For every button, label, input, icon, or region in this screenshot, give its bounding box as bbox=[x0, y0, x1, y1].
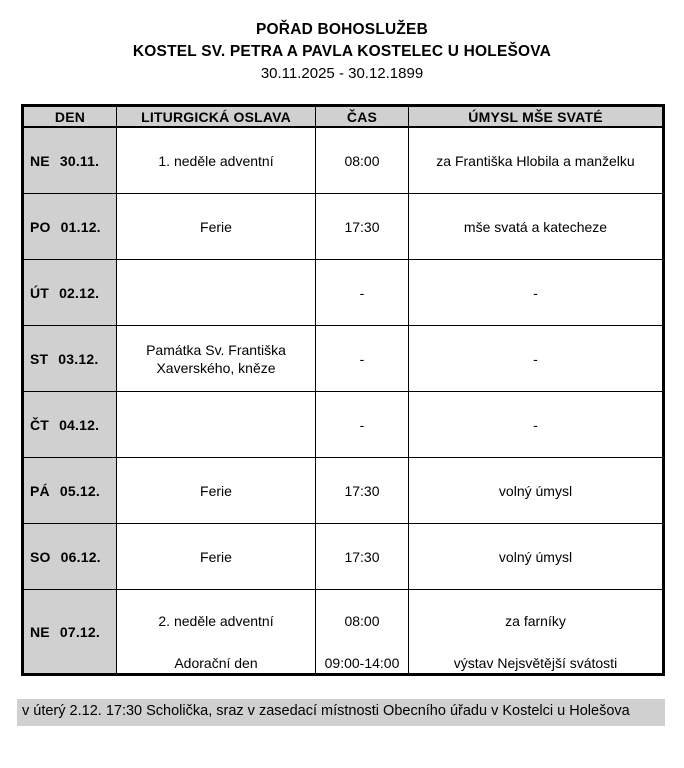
celebration-cell bbox=[116, 260, 315, 325]
day-date: 07.12. bbox=[59, 623, 100, 640]
celebration-cell bbox=[116, 590, 315, 673]
footer-note: v úterý 2.12. 17:30 Scholička, sraz v zasedací místnosti Obecního úřadu v Kostelci u Holešova bbox=[17, 699, 665, 726]
day-cell bbox=[24, 260, 116, 325]
celebration-cell: 1. neděle adventní bbox=[116, 128, 315, 193]
day-abbr: ČT bbox=[30, 416, 50, 433]
schedule-table bbox=[21, 104, 665, 676]
day-cell bbox=[24, 458, 116, 523]
time-cell: 08:00 bbox=[315, 128, 408, 193]
celebration-line-1: 2. neděle adventní bbox=[158, 613, 274, 629]
celebration-cell: Ferie bbox=[116, 194, 315, 259]
table-row bbox=[24, 127, 662, 193]
time-line-1: 08:00 bbox=[344, 613, 380, 629]
day-abbr: SO bbox=[30, 548, 51, 565]
day-cell bbox=[24, 194, 116, 259]
table-row bbox=[24, 325, 662, 391]
day-abbr: NE bbox=[30, 623, 50, 640]
intention-line-1: za farníky bbox=[505, 613, 566, 629]
intention-line-2: výstav Nejsvětější svátosti bbox=[453, 655, 618, 671]
table-row bbox=[24, 259, 662, 325]
day-date: 30.11. bbox=[59, 152, 100, 169]
day-abbr: PO bbox=[30, 218, 51, 235]
table-row bbox=[24, 523, 662, 589]
header-time: ČAS bbox=[315, 107, 408, 126]
time-line-2: 09:00-14:00 bbox=[324, 655, 400, 671]
day-date: 04.12. bbox=[59, 416, 100, 433]
document-header bbox=[0, 0, 684, 84]
day-date: 06.12. bbox=[60, 548, 101, 565]
time-cell: 17:30 bbox=[315, 458, 408, 523]
church-name: KOSTEL SV. PETRA A PAVLA KOSTELEC U HOLEŠOVA bbox=[132, 43, 552, 60]
day-cell bbox=[24, 128, 116, 193]
intention-cell: - bbox=[408, 260, 662, 325]
time-cell: - bbox=[315, 392, 408, 457]
intention-cell: volný úmysl bbox=[408, 458, 662, 523]
time-cell: 17:30 bbox=[315, 524, 408, 589]
day-abbr: ST bbox=[30, 350, 49, 367]
celebration-cell: Ferie bbox=[116, 524, 315, 589]
intention-cell: - bbox=[408, 326, 662, 391]
table-header-row bbox=[24, 107, 662, 127]
celebration-cell: Ferie bbox=[116, 458, 315, 523]
document-title: POŘAD BOHOSLUŽEB bbox=[256, 21, 428, 38]
intention-cell: volný úmysl bbox=[408, 524, 662, 589]
day-date: 02.12. bbox=[59, 284, 100, 301]
table-row bbox=[24, 457, 662, 523]
day-abbr: PÁ bbox=[30, 482, 50, 499]
time-cell: - bbox=[315, 260, 408, 325]
time-cell: - bbox=[315, 326, 408, 391]
table-row bbox=[24, 391, 662, 457]
intention-cell: - bbox=[408, 392, 662, 457]
day-date: 03.12. bbox=[58, 350, 99, 367]
day-abbr: ÚT bbox=[30, 284, 50, 301]
day-date: 01.12. bbox=[60, 218, 101, 235]
day-abbr: NE bbox=[30, 152, 50, 169]
celebration-cell bbox=[116, 392, 315, 457]
table-row bbox=[24, 589, 662, 673]
intention-cell: za Františka Hlobila a manželku bbox=[408, 128, 662, 193]
celebration-cell: Památka Sv. Františka Xaverského, kněze bbox=[116, 326, 315, 391]
date-range: 30.11.2025 - 30.12.1899 bbox=[260, 65, 424, 82]
header-celebration: LITURGICKÁ OSLAVA bbox=[116, 107, 315, 126]
day-cell bbox=[24, 524, 116, 589]
day-cell bbox=[24, 392, 116, 457]
header-day: DEN bbox=[24, 107, 116, 126]
intention-cell: mše svatá a katecheze bbox=[408, 194, 662, 259]
day-cell bbox=[24, 590, 116, 673]
time-cell bbox=[315, 590, 408, 673]
celebration-line-2: Adorační den bbox=[174, 655, 258, 671]
day-cell bbox=[24, 326, 116, 391]
day-date: 05.12. bbox=[59, 482, 100, 499]
time-cell: 17:30 bbox=[315, 194, 408, 259]
header-intention: ÚMYSL MŠE SVATÉ bbox=[408, 107, 662, 126]
intention-cell bbox=[408, 590, 662, 673]
table-row bbox=[24, 193, 662, 259]
